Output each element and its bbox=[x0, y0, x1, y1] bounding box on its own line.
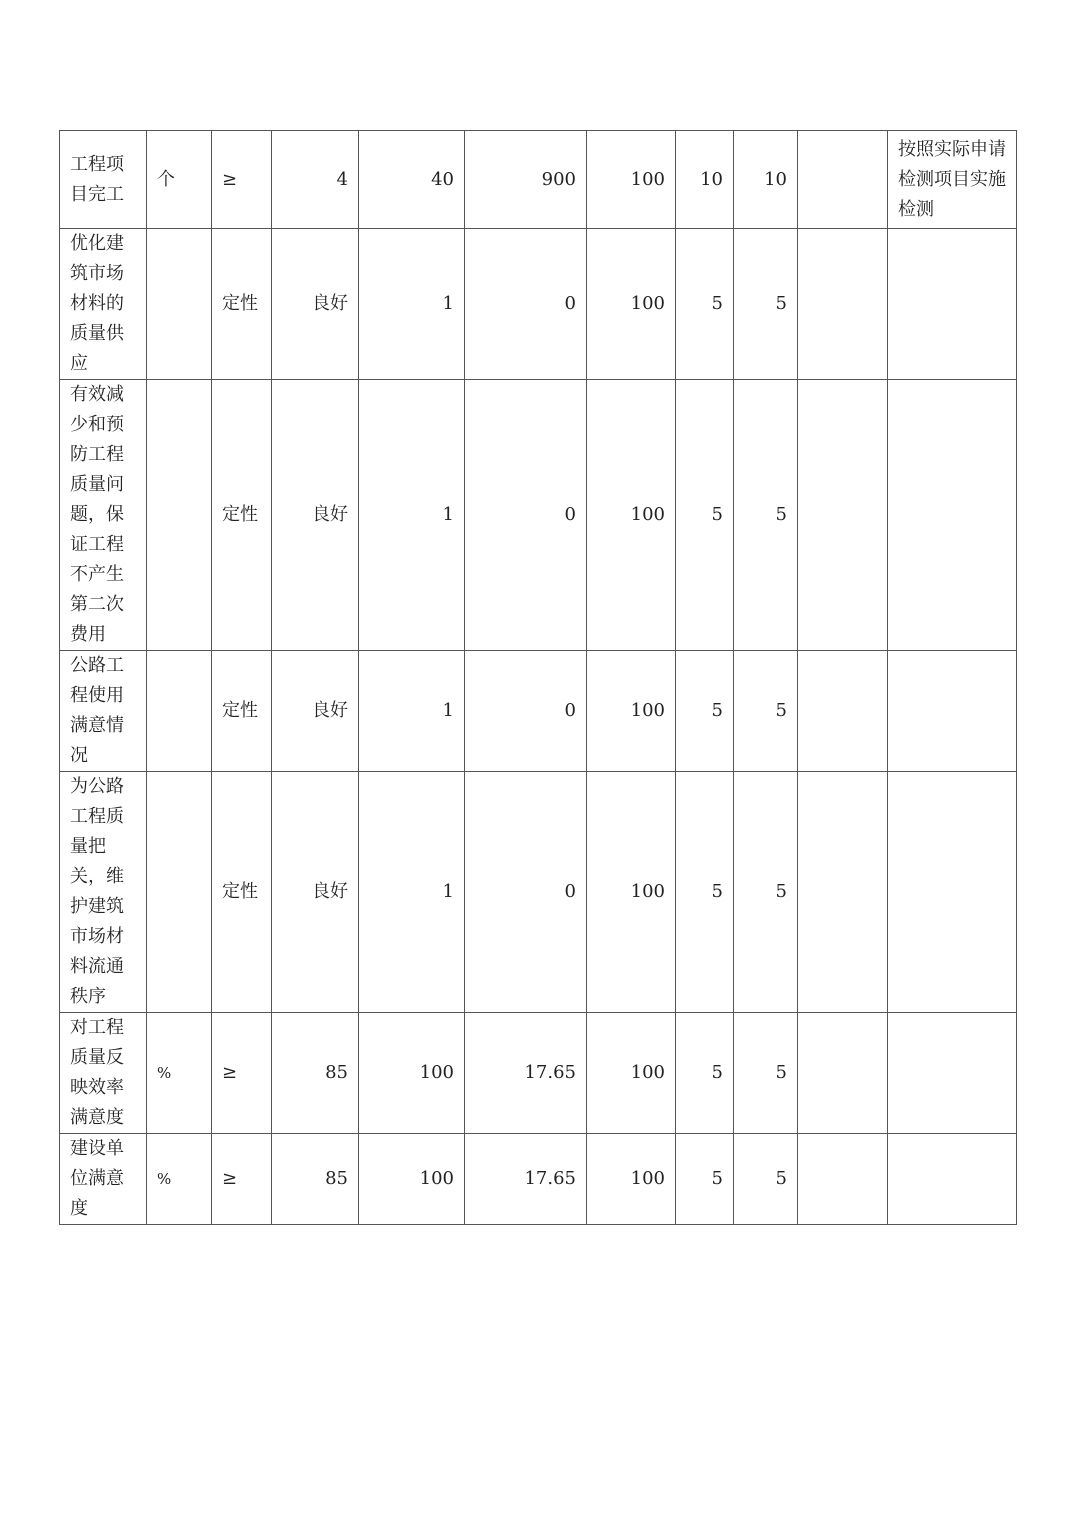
weight-cell: 1 bbox=[359, 229, 465, 380]
table-row bbox=[60, 1134, 1017, 1225]
note-cell bbox=[888, 1013, 1017, 1134]
indicator-name-cell: 为公路工程质量把关，维护建筑市场材料流通秩序 bbox=[60, 772, 147, 1013]
deduction-cell bbox=[798, 1134, 888, 1225]
note-cell: 按照实际申请检测项目实施检测 bbox=[888, 131, 1017, 229]
deduction-cell bbox=[798, 772, 888, 1013]
table-row bbox=[60, 1013, 1017, 1134]
deduction-cell bbox=[798, 229, 888, 380]
unit-cell bbox=[147, 229, 212, 380]
score-a-cell: 5 bbox=[676, 651, 734, 772]
rate-cell: 100 bbox=[587, 1134, 676, 1225]
indicator-name-cell: 工程项目完工 bbox=[60, 131, 147, 229]
symbol-cell: ≥ bbox=[212, 1013, 272, 1134]
score-b-cell: 5 bbox=[734, 651, 798, 772]
deduction-cell bbox=[798, 1013, 888, 1134]
score-b-cell: 5 bbox=[734, 772, 798, 1013]
table-row bbox=[60, 651, 1017, 772]
indicator-name-cell: 优化建筑市场材料的质量供应 bbox=[60, 229, 147, 380]
rate-cell: 100 bbox=[587, 229, 676, 380]
rate-cell: 100 bbox=[587, 131, 676, 229]
score-b-cell: 5 bbox=[734, 1134, 798, 1225]
symbol-cell: 定性 bbox=[212, 651, 272, 772]
note-cell bbox=[888, 380, 1017, 651]
symbol-cell: ≥ bbox=[212, 1134, 272, 1225]
score-a-cell: 5 bbox=[676, 772, 734, 1013]
unit-cell: % bbox=[147, 1013, 212, 1134]
weight-cell: 1 bbox=[359, 651, 465, 772]
actual-cell: 17.65 bbox=[465, 1013, 587, 1134]
weight-cell: 100 bbox=[359, 1134, 465, 1225]
note-cell bbox=[888, 772, 1017, 1013]
rate-cell: 100 bbox=[587, 772, 676, 1013]
performance-indicator-table bbox=[59, 130, 1017, 1225]
unit-cell bbox=[147, 651, 212, 772]
unit-cell: % bbox=[147, 1134, 212, 1225]
weight-cell: 1 bbox=[359, 380, 465, 651]
indicator-name-cell: 有效减少和预防工程质量问题，保证工程不产生第二次费用 bbox=[60, 380, 147, 651]
weight-cell: 1 bbox=[359, 772, 465, 1013]
target-cell: 4 bbox=[272, 131, 359, 229]
table-row bbox=[60, 772, 1017, 1013]
unit-cell: 个 bbox=[147, 131, 212, 229]
unit-cell bbox=[147, 380, 212, 651]
actual-cell: 0 bbox=[465, 229, 587, 380]
score-a-cell: 10 bbox=[676, 131, 734, 229]
note-cell bbox=[888, 229, 1017, 380]
symbol-cell: ≥ bbox=[212, 131, 272, 229]
target-cell: 良好 bbox=[272, 772, 359, 1013]
indicator-name-cell: 建设单位满意度 bbox=[60, 1134, 147, 1225]
symbol-cell: 定性 bbox=[212, 229, 272, 380]
score-a-cell: 5 bbox=[676, 1134, 734, 1225]
actual-cell: 17.65 bbox=[465, 1134, 587, 1225]
score-a-cell: 5 bbox=[676, 229, 734, 380]
actual-cell: 0 bbox=[465, 380, 587, 651]
target-cell: 85 bbox=[272, 1134, 359, 1225]
symbol-cell: 定性 bbox=[212, 772, 272, 1013]
indicator-name-cell: 对工程质量反映效率满意度 bbox=[60, 1013, 147, 1134]
deduction-cell bbox=[798, 380, 888, 651]
target-cell: 良好 bbox=[272, 380, 359, 651]
target-cell: 良好 bbox=[272, 229, 359, 380]
actual-cell: 900 bbox=[465, 131, 587, 229]
rate-cell: 100 bbox=[587, 380, 676, 651]
target-cell: 良好 bbox=[272, 651, 359, 772]
target-cell: 85 bbox=[272, 1013, 359, 1134]
actual-cell: 0 bbox=[465, 772, 587, 1013]
table-row bbox=[60, 131, 1017, 229]
deduction-cell bbox=[798, 651, 888, 772]
score-a-cell: 5 bbox=[676, 1013, 734, 1134]
actual-cell: 0 bbox=[465, 651, 587, 772]
score-a-cell: 5 bbox=[676, 380, 734, 651]
score-b-cell: 5 bbox=[734, 229, 798, 380]
table-row bbox=[60, 229, 1017, 380]
rate-cell: 100 bbox=[587, 1013, 676, 1134]
deduction-cell bbox=[798, 131, 888, 229]
indicator-name-cell: 公路工程使用满意情况 bbox=[60, 651, 147, 772]
score-b-cell: 10 bbox=[734, 131, 798, 229]
score-b-cell: 5 bbox=[734, 380, 798, 651]
rate-cell: 100 bbox=[587, 651, 676, 772]
weight-cell: 100 bbox=[359, 1013, 465, 1134]
score-b-cell: 5 bbox=[734, 1013, 798, 1134]
symbol-cell: 定性 bbox=[212, 380, 272, 651]
weight-cell: 40 bbox=[359, 131, 465, 229]
unit-cell bbox=[147, 772, 212, 1013]
note-cell bbox=[888, 1134, 1017, 1225]
table-row bbox=[60, 380, 1017, 651]
note-cell bbox=[888, 651, 1017, 772]
